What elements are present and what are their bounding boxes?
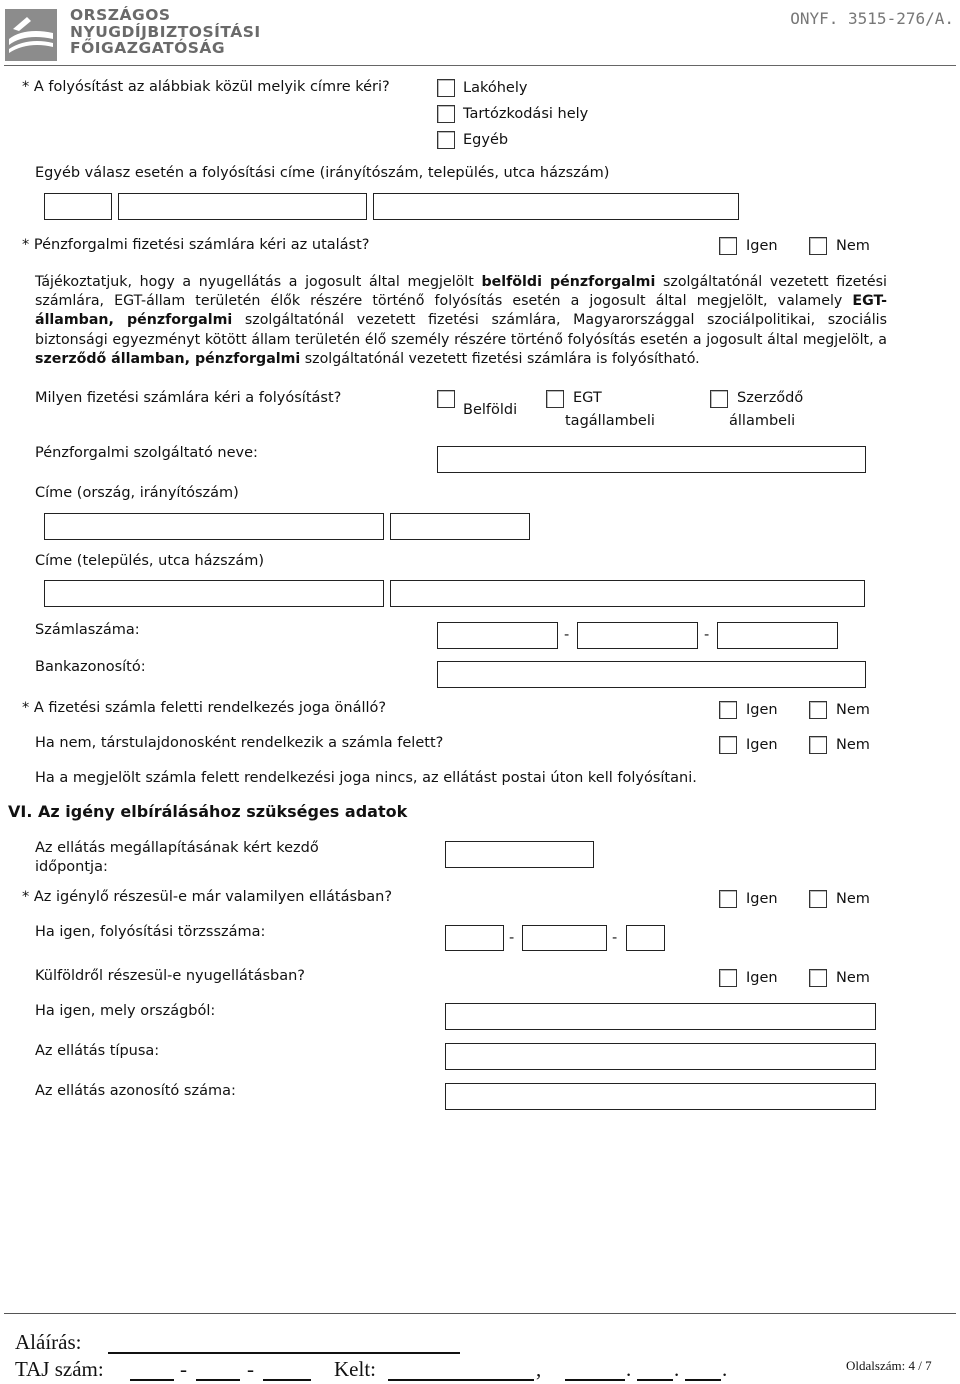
taj-label: TAJ szám: [15, 1357, 104, 1381]
benefit-type-label: Az ellátás típusa: [35, 1043, 160, 1059]
taj-part-3[interactable] [263, 1379, 311, 1381]
taj-part-1[interactable] [130, 1379, 174, 1381]
account-number-part-3[interactable] [717, 622, 838, 649]
label-coowner-no: Nem [836, 737, 870, 753]
provider-city-field[interactable] [44, 580, 384, 607]
logo-text [70, 7, 261, 57]
label-foreign-no: Nem [836, 970, 870, 986]
start-date-label-1: Az ellátás megállapításának kért kezdő [35, 840, 319, 856]
account-number-part-2[interactable] [577, 622, 698, 649]
provider-street-field[interactable] [390, 580, 865, 607]
which-country-label: Ha igen, mely országból: [35, 1003, 216, 1019]
label-eea-1: EGT [573, 390, 602, 406]
label-independent-yes: Igen [746, 702, 778, 718]
label-receives-no: Nem [836, 891, 870, 907]
checkbox-receives-yes[interactable] [719, 890, 737, 908]
foreign-question: Külföldről részesül-e nyugellátásban? [35, 968, 305, 984]
checkbox-transfer-no[interactable] [809, 237, 827, 255]
account-dash-1: - [564, 627, 570, 643]
signature-label: Aláírás: [15, 1330, 82, 1354]
other-street-field[interactable] [373, 193, 739, 220]
info-bold-1: belföldi pénzforgalmi [481, 274, 656, 290]
taj-dash-1: - [180, 1357, 187, 1381]
checkbox-stay[interactable] [437, 105, 455, 123]
address-question: * A folyósítást az alábbiak közül melyik címre kéri? [22, 79, 390, 95]
provider-country-label: Címe (ország, irányítószám) [35, 485, 239, 501]
label-independent-no: Nem [836, 702, 870, 718]
label-domestic: Belföldi [463, 402, 518, 418]
label-other: Egyéb [463, 132, 509, 148]
provider-name-field[interactable] [437, 446, 866, 473]
transfer-question: * Pénzforgalmi fizetési számlára kéri az utalást? [22, 237, 370, 253]
footer-divider [4, 1313, 956, 1314]
provider-city-label: Címe (település, utca házszám) [35, 553, 264, 569]
logo-line-1: ORSZÁGOS [70, 6, 171, 24]
logo [5, 9, 57, 61]
section-6-title: VI. Az igény elbírálásához szükséges adatok [8, 802, 408, 821]
provider-name-label: Pénzforgalmi szolgáltató neve: [35, 445, 258, 461]
signature-line[interactable] [108, 1352, 460, 1354]
registry-label: Ha igen, folyósítási törzsszáma: [35, 924, 266, 940]
which-country-field[interactable] [445, 1003, 876, 1030]
postal-note: Ha a megjelölt számla felett rendelkezési joga nincs, az ellátást postai úton kell folyósítani. [35, 770, 697, 786]
checkbox-foreign-yes[interactable] [719, 969, 737, 987]
label-residence: Lakóhely [463, 80, 528, 96]
date-label: Kelt: [334, 1357, 376, 1381]
checkbox-domestic[interactable] [437, 390, 455, 408]
label-eea-2: tagállambeli [565, 413, 655, 429]
provider-zip-field[interactable] [390, 513, 530, 540]
label-transfer-no: Nem [836, 238, 870, 254]
which-account-label: Milyen fizetési számlára kéri a folyósítást? [35, 390, 342, 406]
checkbox-other[interactable] [437, 131, 455, 149]
bank-id-field[interactable] [437, 661, 866, 688]
checkbox-receives-no[interactable] [809, 890, 827, 908]
info-text-4: szolgáltatónál vezetett fizetési számlára is folyósítható. [300, 350, 700, 367]
checkbox-independent-yes[interactable] [719, 701, 737, 719]
receives-question: * Az igénylő részesül-e már valamilyen ellátásban? [22, 889, 393, 905]
label-foreign-yes: Igen [746, 970, 778, 986]
account-number-label: Számlaszáma: [35, 622, 140, 638]
info-bold-2: EGT-államban, pénzforgalmi [35, 293, 887, 329]
taj-dash-2: - [247, 1357, 254, 1381]
date-dot-1: . [626, 1357, 632, 1381]
checkbox-transfer-yes[interactable] [719, 237, 737, 255]
taj-part-2[interactable] [196, 1379, 240, 1381]
account-number-part-1[interactable] [437, 622, 558, 649]
checkbox-independent-no[interactable] [809, 701, 827, 719]
checkbox-coowner-yes[interactable] [719, 736, 737, 754]
date-day-line[interactable] [685, 1379, 721, 1381]
start-date-field[interactable] [445, 841, 594, 868]
account-dash-2: - [704, 627, 710, 643]
start-date-label-2: időpontja: [35, 859, 108, 875]
benefit-id-field[interactable] [445, 1083, 876, 1110]
registry-part-3[interactable] [626, 925, 665, 951]
transfer-info-paragraph [35, 273, 887, 369]
checkbox-coowner-no[interactable] [809, 736, 827, 754]
page-number: Oldalszám: 4 / 7 [846, 1358, 932, 1373]
registry-dash-1: - [509, 930, 515, 946]
registry-part-1[interactable] [445, 925, 504, 951]
label-coowner-yes: Igen [746, 737, 778, 753]
coowner-question: Ha nem, társtulajdonosként rendelkezik a számla felett? [35, 735, 444, 751]
registry-dash-2: - [612, 930, 618, 946]
date-comma: , [536, 1357, 542, 1381]
label-contracting-2: állambeli [729, 413, 796, 429]
info-text-1: Tájékoztatjuk, hogy a nyugellátás a jogosult által megjelölt [35, 274, 482, 290]
independent-question: * A fizetési számla feletti rendelkezés joga önálló? [22, 700, 387, 716]
checkbox-residence[interactable] [437, 79, 455, 97]
logo-line-3: FŐIGAZGATÓSÁG [70, 39, 226, 57]
info-text-3: szolgáltatónál vezetett fizetési számlára, Magyarországgal szociálpolitikai, szociális biztonsági egyezményt kötött állam területén élő személy részére történő folyósítás esetén a jogosult által megjelölt, a [35, 312, 888, 348]
label-transfer-yes: Igen [746, 238, 778, 254]
info-text-2: szolgáltatónál vezetett fizetési számlára, EGT-állam területén élők részére történő folyósítás esetén a jogosult által megjelölt, valamely [35, 274, 887, 310]
checkbox-eea[interactable] [546, 390, 564, 408]
form-code: ONYF. 3515-276/A. [790, 9, 954, 28]
date-place-line[interactable] [388, 1379, 534, 1381]
checkbox-contracting[interactable] [710, 390, 728, 408]
other-zip-field[interactable] [44, 193, 112, 220]
provider-country-field[interactable] [44, 513, 384, 540]
benefit-id-label: Az ellátás azonosító száma: [35, 1083, 236, 1099]
other-city-field[interactable] [118, 193, 367, 220]
date-dot-2: . [674, 1357, 680, 1381]
date-month-line[interactable] [637, 1379, 673, 1381]
checkbox-foreign-no[interactable] [809, 969, 827, 987]
bank-id-label: Bankazonosító: [35, 659, 146, 675]
benefit-type-field[interactable] [445, 1043, 876, 1070]
logo-emblem-icon [5, 9, 57, 61]
date-year-line[interactable] [565, 1379, 625, 1381]
logo-line-2: NYUGDÍJBIZTOSÍTÁSI [70, 22, 261, 41]
info-bold-3: szerződő államban, pénzforgalmi [35, 350, 301, 367]
label-receives-yes: Igen [746, 891, 778, 907]
date-dot-3: . [722, 1357, 728, 1381]
header-divider [4, 65, 956, 66]
other-address-label: Egyéb válasz esetén a folyósítási címe (irányítószám, település, utca házszám) [35, 165, 610, 181]
registry-part-2[interactable] [522, 925, 607, 951]
label-contracting-1: Szerződő [737, 390, 804, 406]
label-stay: Tartózkodási hely [463, 106, 589, 122]
